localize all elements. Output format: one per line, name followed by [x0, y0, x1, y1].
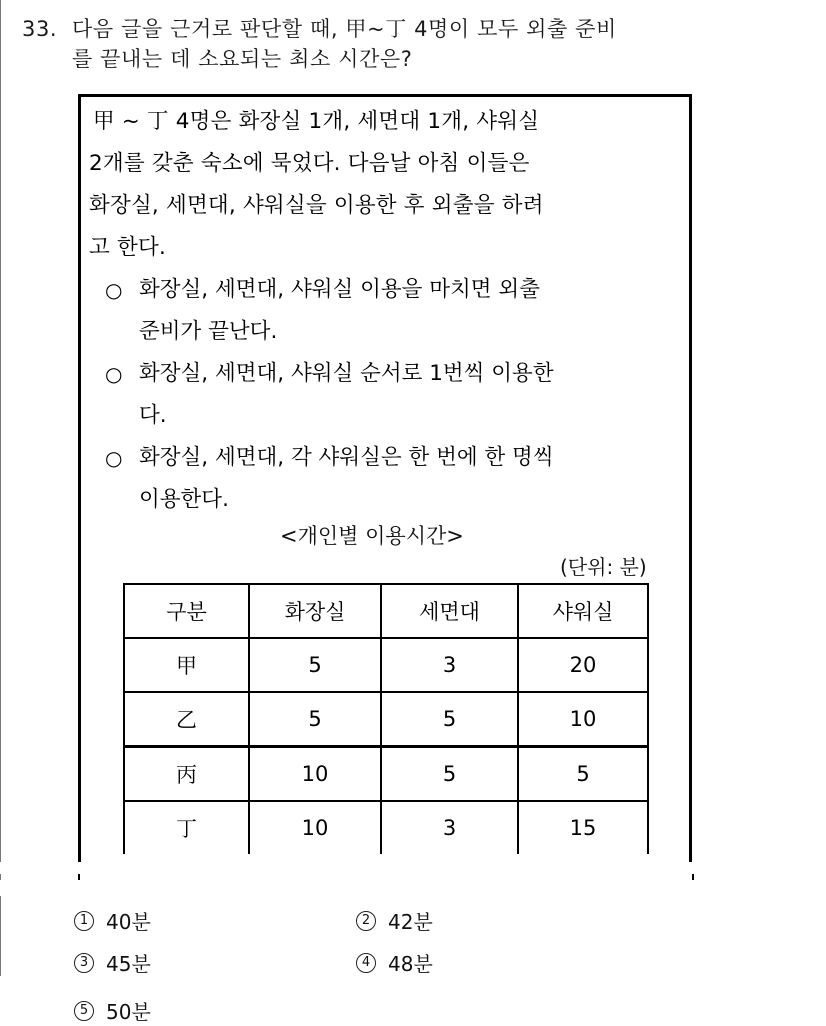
- table-cell: 3: [381, 801, 518, 854]
- box-edge-fragment: [692, 874, 694, 880]
- choice-2[interactable]: [356, 906, 433, 935]
- circled-number-icon: 5: [74, 1001, 94, 1021]
- passage-line: 고 한다.: [89, 235, 166, 260]
- usage-time-table: [123, 583, 649, 854]
- table-header: 샤워실: [518, 584, 648, 638]
- passage-line: 화장실, 세면대, 샤워실을 이용한 후 외출을 하려: [89, 193, 544, 218]
- table-header: 화장실: [249, 584, 381, 638]
- page-margin-rule: [0, 0, 1, 862]
- circled-number-icon: 3: [74, 953, 94, 973]
- question-line-2: 를 끝내는 데 소요되는 최소 시간은?: [72, 47, 413, 71]
- table-cell: 3: [381, 638, 518, 692]
- table-cell: 乙: [124, 692, 249, 747]
- table-cell: 5: [518, 747, 648, 802]
- table-header-row: [124, 584, 648, 638]
- condition-text: 화장실, 세면대, 샤워실 이용을 마치면 외출: [139, 277, 540, 302]
- passage-line: 2개를 갖춘 숙소에 묵었다. 다음날 아침 이들은: [89, 151, 530, 176]
- table-header: 구분: [124, 584, 249, 638]
- table-title: <개인별 이용시간>: [280, 524, 464, 548]
- condition-text: 이용한다.: [139, 487, 229, 512]
- choice-label: 40분: [106, 910, 151, 934]
- table-row: [124, 692, 648, 747]
- condition-text: 준비가 끝난다.: [139, 319, 278, 344]
- table-cell: 10: [518, 692, 648, 747]
- circled-number-icon: 1: [74, 911, 94, 931]
- table-cell: 20: [518, 638, 648, 692]
- question-line-1: 다음 글을 근거로 판단할 때, 甲~丁 4명이 모두 외출 준비: [72, 17, 617, 41]
- choice-5[interactable]: [74, 996, 151, 1025]
- choice-label: 45분: [106, 952, 151, 976]
- choice-1[interactable]: [74, 906, 151, 935]
- table-cell: 丙: [124, 747, 249, 802]
- table-header: 세면대: [381, 584, 518, 638]
- table-cell: 丁: [124, 801, 249, 854]
- table-cell: 10: [249, 747, 381, 802]
- table-row: [124, 801, 648, 854]
- circle-bullet-icon: ○: [105, 446, 123, 470]
- choice-label: 50분: [106, 1000, 151, 1024]
- choice-label: 42분: [388, 910, 433, 934]
- table-cell: 5: [381, 692, 518, 747]
- table-cell: 15: [518, 801, 648, 854]
- box-edge-fragment: [0, 874, 1, 880]
- choice-label: 48분: [388, 952, 433, 976]
- circle-bullet-icon: ○: [105, 278, 123, 302]
- table-unit: (단위: 분): [560, 555, 647, 579]
- condition-text: 화장실, 세면대, 샤워실 순서로 1번씩 이용한: [139, 361, 554, 386]
- question-number: 33.: [22, 17, 58, 41]
- question-stem: [22, 14, 782, 74]
- table-cell: 5: [249, 638, 381, 692]
- circled-number-icon: 2: [356, 911, 376, 931]
- choice-3[interactable]: [74, 948, 151, 977]
- table-row: [124, 747, 648, 802]
- circled-number-icon: 4: [356, 953, 376, 973]
- choice-4[interactable]: [356, 948, 433, 977]
- passage-line: 甲 ~ 丁 4명은 화장실 1개, 세면대 1개, 샤워실: [93, 109, 540, 134]
- table-cell: 5: [381, 747, 518, 802]
- table-row: [124, 638, 648, 692]
- condition-text: 다.: [139, 403, 167, 428]
- circle-bullet-icon: ○: [105, 362, 123, 386]
- table-cell: 5: [249, 692, 381, 747]
- condition-text: 화장실, 세면대, 각 샤워실은 한 번에 한 명씩: [139, 445, 554, 470]
- page-margin-rule: [0, 896, 1, 976]
- table-cell: 甲: [124, 638, 249, 692]
- box-edge-fragment: [78, 874, 80, 880]
- table-cell: 10: [249, 801, 381, 854]
